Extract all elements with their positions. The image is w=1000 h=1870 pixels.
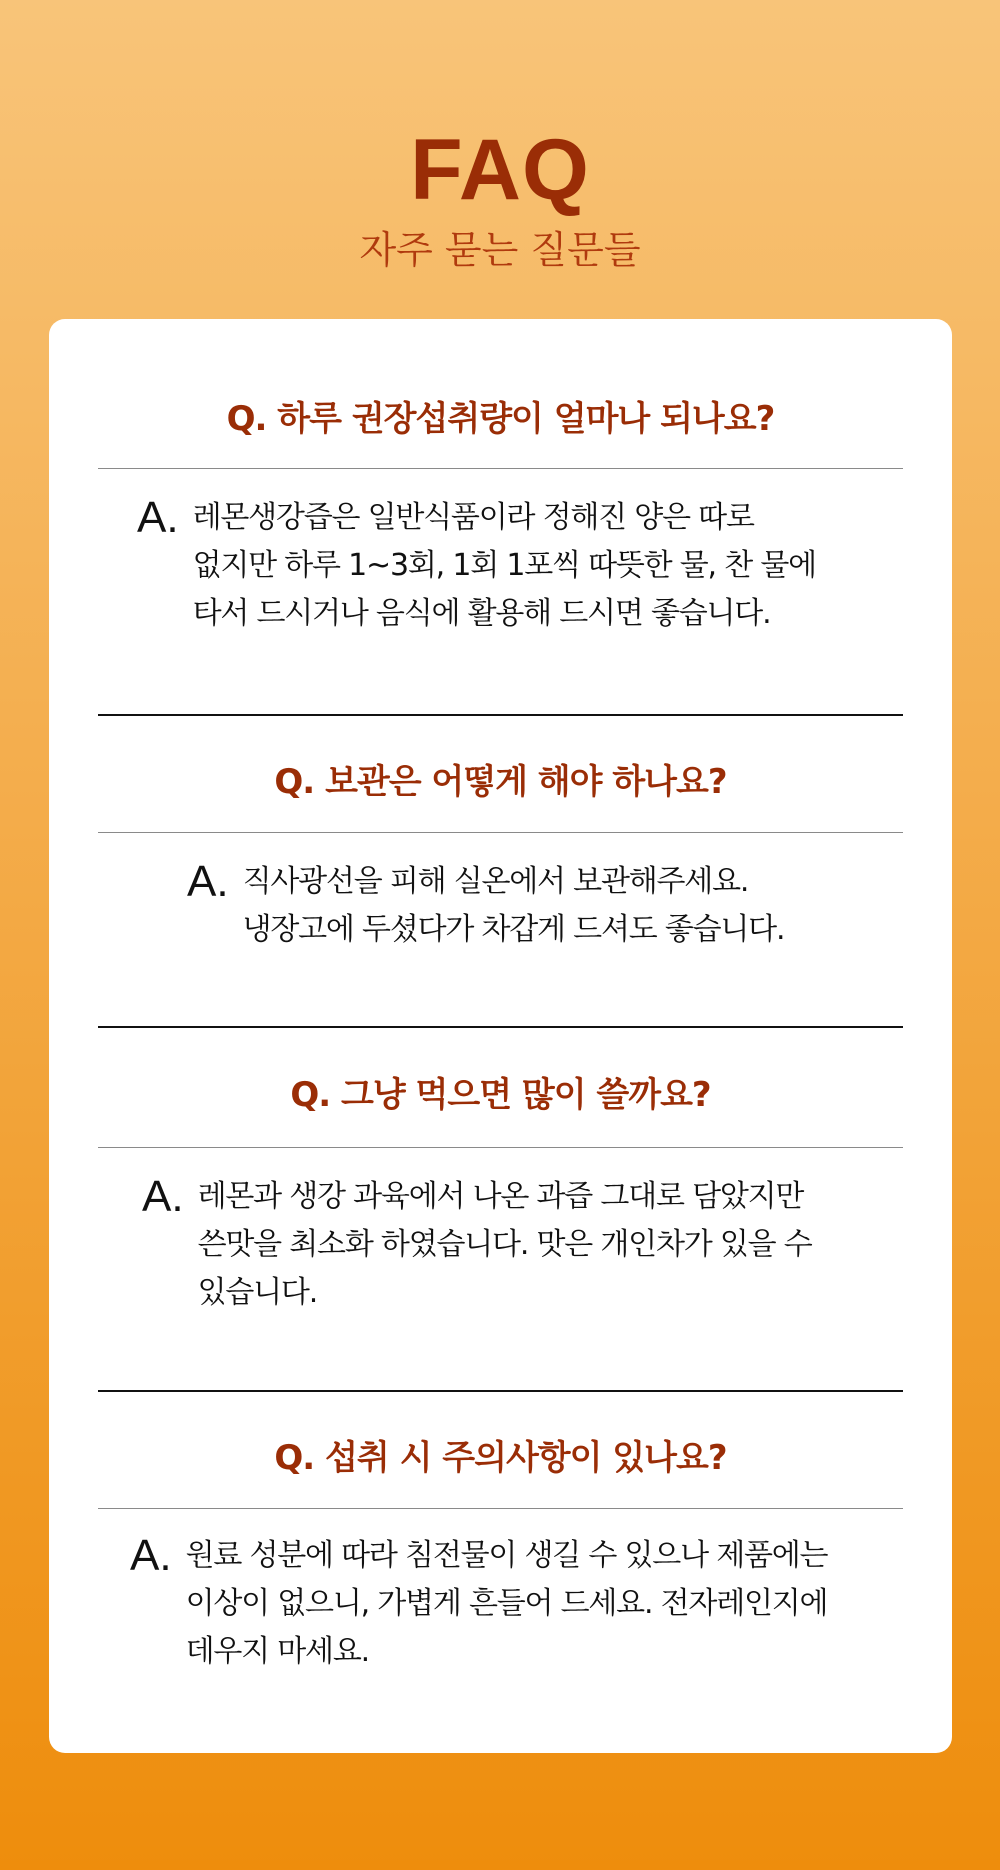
answer-marker: A.: [142, 1172, 184, 1221]
section-divider: [98, 1026, 903, 1028]
question-divider: [98, 468, 903, 469]
answer-marker: A.: [130, 1531, 172, 1580]
answer-text: 레몬과 생강 과육에서 나온 과즙 그대로 담았지만 쓴맛을 최소화 하였습니다. 맛은 개인차가 있을 수 있습니다.: [197, 1179, 812, 1310]
faq-answer-2: [187, 858, 784, 954]
faq-question-3: Q. 그냥 먹으면 많이 쓸까요?: [290, 1075, 711, 1115]
faq-card: [49, 319, 952, 1753]
answer-text: 레몬생강즙은 일반식품이라 정해진 양은 따로 없지만 하루 1~3회, 1회 1포씩 따뜻한 물, 찬 물에 타서 드시거나 음식에 활용해 드시면 좋습니다.: [192, 500, 816, 631]
answer-text: 원료 성분에 따라 침전물이 생길 수 있으나 제품에는 이상이 없으니, 가볍게 흔들어 드세요. 전자레인지에 데우지 마세요.: [185, 1538, 828, 1669]
faq-answer-1: [137, 494, 816, 638]
page-title: FAQ: [410, 122, 590, 218]
page-subtitle: 자주 묻는 질문들: [359, 228, 641, 272]
answer-marker: A.: [187, 857, 229, 906]
faq-answer-3: [142, 1173, 812, 1317]
question-divider: [98, 1508, 903, 1509]
section-divider: [98, 1390, 903, 1392]
answer-marker: A.: [137, 493, 179, 542]
answer-text: 직사광선을 피해 실온에서 보관해주세요. 냉장고에 두셨다가 차갑게 드셔도 좋습니다.: [242, 864, 785, 947]
section-divider: [98, 714, 903, 716]
question-divider: [98, 832, 903, 833]
faq-question-2: Q. 보관은 어떻게 해야 하나요?: [274, 762, 727, 802]
faq-answer-4: [130, 1532, 827, 1676]
question-divider: [98, 1147, 903, 1148]
faq-question-4: Q. 섭취 시 주의사항이 있나요?: [274, 1438, 727, 1478]
page-header: [0, 120, 1000, 278]
faq-question-1: Q. 하루 권장섭취량이 얼마나 되나요?: [226, 399, 775, 439]
